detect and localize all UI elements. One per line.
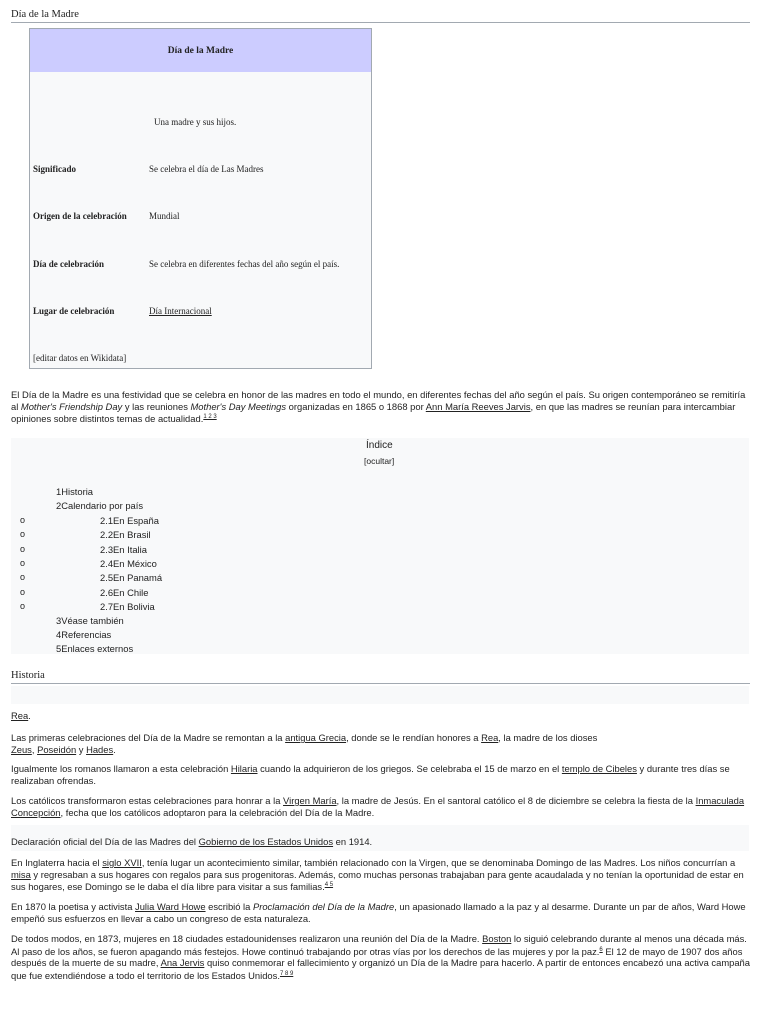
toc-number: 2 — [56, 500, 62, 511]
ana-jervis-link[interactable]: Ana Jervis — [160, 957, 205, 969]
paragraph-text: En Inglaterra hacia el — [11, 857, 103, 868]
toc-number: 3 — [56, 615, 62, 626]
historia-paragraph-2 — [11, 763, 751, 786]
toc-title: Índice — [366, 440, 393, 451]
historia-paragraph-4 — [11, 857, 751, 893]
reference-link[interactable]: 1 2 3 — [203, 414, 217, 420]
bullet-icon: o — [20, 529, 26, 539]
bullet-icon: o — [20, 572, 26, 582]
bullet-icon: o — [20, 601, 26, 611]
historia-paragraph-1 — [11, 732, 611, 755]
toc-item-calendario[interactable] — [56, 500, 143, 511]
historia-paragraph-5 — [11, 901, 751, 924]
toc-item-mexico[interactable] — [100, 558, 157, 569]
paragraph-text: , tenía lugar un acontecimiento similar, también relacionado con la Virgen, que se denominaba Domingo de las Madres. Los niños concurrían a — [141, 857, 736, 868]
toc-label: En México — [113, 558, 157, 569]
zeus-link[interactable]: Zeus — [11, 743, 32, 755]
infobox-label: Día de celebración — [33, 259, 104, 269]
bullet-icon: o — [20, 558, 26, 568]
bullet-icon: o — [20, 544, 26, 554]
infobox-label: Significado — [33, 164, 77, 174]
edit-wikidata-link[interactable]: [editar datos en Wikidata] — [33, 353, 127, 363]
paragraph-text: . — [113, 743, 116, 755]
paragraph-text: quiso conmemorar el fallecimiento y organizó un Día de la Madre para hacerlo. A partir de entonces encabezó una activa campaña que fue extendiéndose a todo el territorio de los Estados Unidos. — [11, 957, 750, 981]
rea-link[interactable]: Rea — [11, 710, 29, 721]
paragraph-text: En 1870 la poetisa y activista — [11, 901, 136, 912]
caption-text: en 1914. — [333, 836, 373, 847]
misa-link[interactable]: misa — [11, 868, 31, 880]
paragraph-text: Los católicos transformaron estas celebraciones para honrar a la — [11, 795, 284, 806]
image-placeholder — [11, 686, 749, 704]
paragraph-text: , la madre de Jesús. En el santoral católico el 8 de diciembre se celebra la fiesta de la — [336, 795, 696, 806]
intro-text: y las reuniones — [122, 400, 191, 412]
intro-paragraph — [11, 389, 751, 425]
rea-link[interactable]: Rea — [481, 732, 499, 743]
paragraph-text: y — [76, 743, 87, 755]
bullet-icon: o — [20, 587, 26, 597]
toc-item-enlaces[interactable] — [56, 643, 133, 654]
boston-link[interactable]: Boston — [482, 933, 512, 944]
intro-italic: Mother's Day Meetings — [190, 400, 287, 412]
paragraph-text: Las primeras celebraciones del Día de la Madre se remontan a la — [11, 732, 286, 743]
toc-number: 4 — [56, 629, 62, 640]
toc-label: En Chile — [113, 587, 149, 598]
toc-label: En Italia — [113, 544, 147, 555]
toc-item-vease[interactable] — [56, 615, 124, 626]
infobox-label: Lugar de celebración — [33, 306, 115, 316]
historia-paragraph-3 — [11, 795, 751, 818]
toc-number: 2.4 — [100, 558, 114, 569]
inmaculada-concepcion-link[interactable]: Inmaculada Concepción — [11, 795, 745, 818]
toc-item-italia[interactable] — [100, 544, 147, 555]
toc-number: 2.3 — [100, 544, 114, 555]
toc-number: 5 — [56, 643, 62, 654]
paragraph-text: , un apasionado llamado a la paz y al desarme. Durante un par de años, Ward Howe empeñó sus esfuerzos en llevar a cabo un congreso de esta naturaleza. — [11, 901, 746, 924]
infobox-label: Origen de la celebración — [33, 211, 127, 221]
toc-item-espana[interactable] — [100, 515, 159, 526]
templo-cibeles-link[interactable]: templo de Cibeles — [561, 763, 637, 774]
reference-link[interactable]: 6 — [599, 946, 603, 953]
reference-link[interactable]: 4 5 — [324, 882, 334, 888]
toc-item-bolivia[interactable] — [100, 601, 155, 612]
infobox-value: Se celebra en diferentes fechas del año según el país. — [149, 259, 340, 269]
toc-label: Historia — [61, 486, 93, 497]
declaracion-caption — [11, 836, 751, 848]
infobox-value: Mundial — [149, 211, 180, 221]
hilaria-link[interactable]: Hilaria — [230, 763, 258, 774]
historia-paragraph-6 — [11, 933, 751, 981]
bullet-icon: o — [20, 515, 26, 525]
toc-hide-toggle[interactable]: [ocultar] — [364, 456, 395, 466]
antigua-grecia-link[interactable]: antigua Grecia — [285, 732, 347, 743]
paragraph-text: Igualmente los romanos llamaron a esta celebración — [11, 763, 231, 774]
toc-label: Referencias — [61, 629, 112, 640]
infobox-caption: Una madre y sus hijos. — [154, 117, 237, 127]
paragraph-text: lo siguió celebrando durante al menos una década más. Al paso de los años, se fueron apagando más festejos. Howe continuó trabajando por otras vías por los derechos de las mujeres y por la paz. — [11, 933, 747, 957]
caption-period: . — [28, 710, 31, 721]
gobierno-eeuu-link[interactable]: Gobierno de los Estados Unidos — [198, 836, 334, 847]
toc-label: En Brasil — [113, 529, 151, 540]
paragraph-italic: Proclamación del Día de la Madre — [252, 901, 395, 912]
virgen-maria-link[interactable]: Virgen María — [283, 795, 337, 806]
paragraph-text: , — [31, 743, 38, 755]
toc-label: Calendario por país — [61, 500, 144, 511]
toc-number: 2.6 — [100, 587, 114, 598]
table-of-contents — [11, 438, 749, 654]
intro-text: El Día de la Madre es una festividad que se celebra en honor de las madres en todo el mundo, en diferentes fechas del año según el país. Su origen contemporáneo se remitiría al — [11, 389, 746, 412]
paragraph-text: , la madre de los dioses — [498, 732, 598, 743]
poseidon-link[interactable]: Poseidón — [37, 743, 77, 755]
page-title: Día de la Madre — [11, 9, 750, 23]
toc-label: En España — [113, 515, 159, 526]
ann-jarvis-link[interactable]: Ann María Reeves Jarvis — [425, 400, 531, 412]
toc-item-referencias[interactable] — [56, 629, 111, 640]
julia-ward-howe-link[interactable]: Julia Ward Howe — [135, 901, 206, 912]
paragraph-text: , fecha que los católicos adoptaron para la celebración del Día de la Madre. — [60, 806, 375, 818]
infobox-title: Día de la Madre — [30, 29, 371, 72]
toc-number: 1 — [56, 486, 62, 497]
paragraph-text: El 12 de mayo de 1907 dos años después de la muerte de su madre, — [11, 945, 743, 969]
dia-internacional-link[interactable]: Día Internacional — [149, 306, 212, 316]
toc-item-chile[interactable] — [100, 587, 148, 598]
toc-item-historia[interactable] — [56, 486, 93, 497]
toc-number: 2.5 — [100, 572, 114, 583]
paragraph-text: y durante tres días se realizaban ofrendas. — [11, 763, 730, 786]
siglo-xvii-link[interactable]: siglo XVII — [102, 857, 142, 868]
toc-number: 2.1 — [100, 515, 114, 526]
toc-label: En Panamá — [113, 572, 163, 583]
intro-italic: Mother's Friendship Day — [20, 400, 123, 412]
section-heading-historia: Historia — [11, 670, 750, 684]
infobox — [29, 28, 372, 369]
toc-item-panama[interactable] — [100, 572, 162, 583]
toc-item-brasil[interactable] — [100, 529, 151, 540]
infobox-value: Se celebra el día de Las Madres — [149, 164, 264, 174]
caption-text: Declaración oficial del Día de las Madres del — [11, 836, 199, 847]
toc-label: Enlaces externos — [61, 643, 134, 654]
hades-link[interactable]: Hades — [86, 743, 114, 755]
paragraph-text: , donde se le rendían honores a — [346, 732, 482, 743]
toc-label: Véase también — [61, 615, 124, 626]
paragraph-text: y regresaban a sus hogares con regalos para sus progenitoras. Además, como muchas personas trabajaban para gente acaudalada y no tenían la oportunidad de estar en sus hogares, ese Domingo se le daba el día libre para visitar a sus familias. — [11, 868, 744, 893]
intro-text: , en que las madres se reunían para intercambiar opiniones sobre distintos temas de actualidad. — [11, 400, 736, 425]
paragraph-text: cuando la adquirieron de los griegos. Se celebraba el 15 de marzo en el — [257, 763, 562, 774]
toc-number: 2.2 — [100, 529, 114, 540]
rea-caption — [11, 710, 751, 722]
toc-label: En Bolivia — [113, 601, 155, 612]
paragraph-text: escribió la — [205, 901, 253, 912]
intro-text: organizadas en 1865 o 1868 por — [286, 400, 426, 412]
reference-link[interactable]: 7 8 9 — [279, 970, 294, 977]
paragraph-text: De todos modos, en 1873, mujeres en 18 ciudades estadounidenses realizaron una reunión del Día de la Madre. — [11, 933, 483, 944]
toc-number: 2.7 — [100, 601, 114, 612]
